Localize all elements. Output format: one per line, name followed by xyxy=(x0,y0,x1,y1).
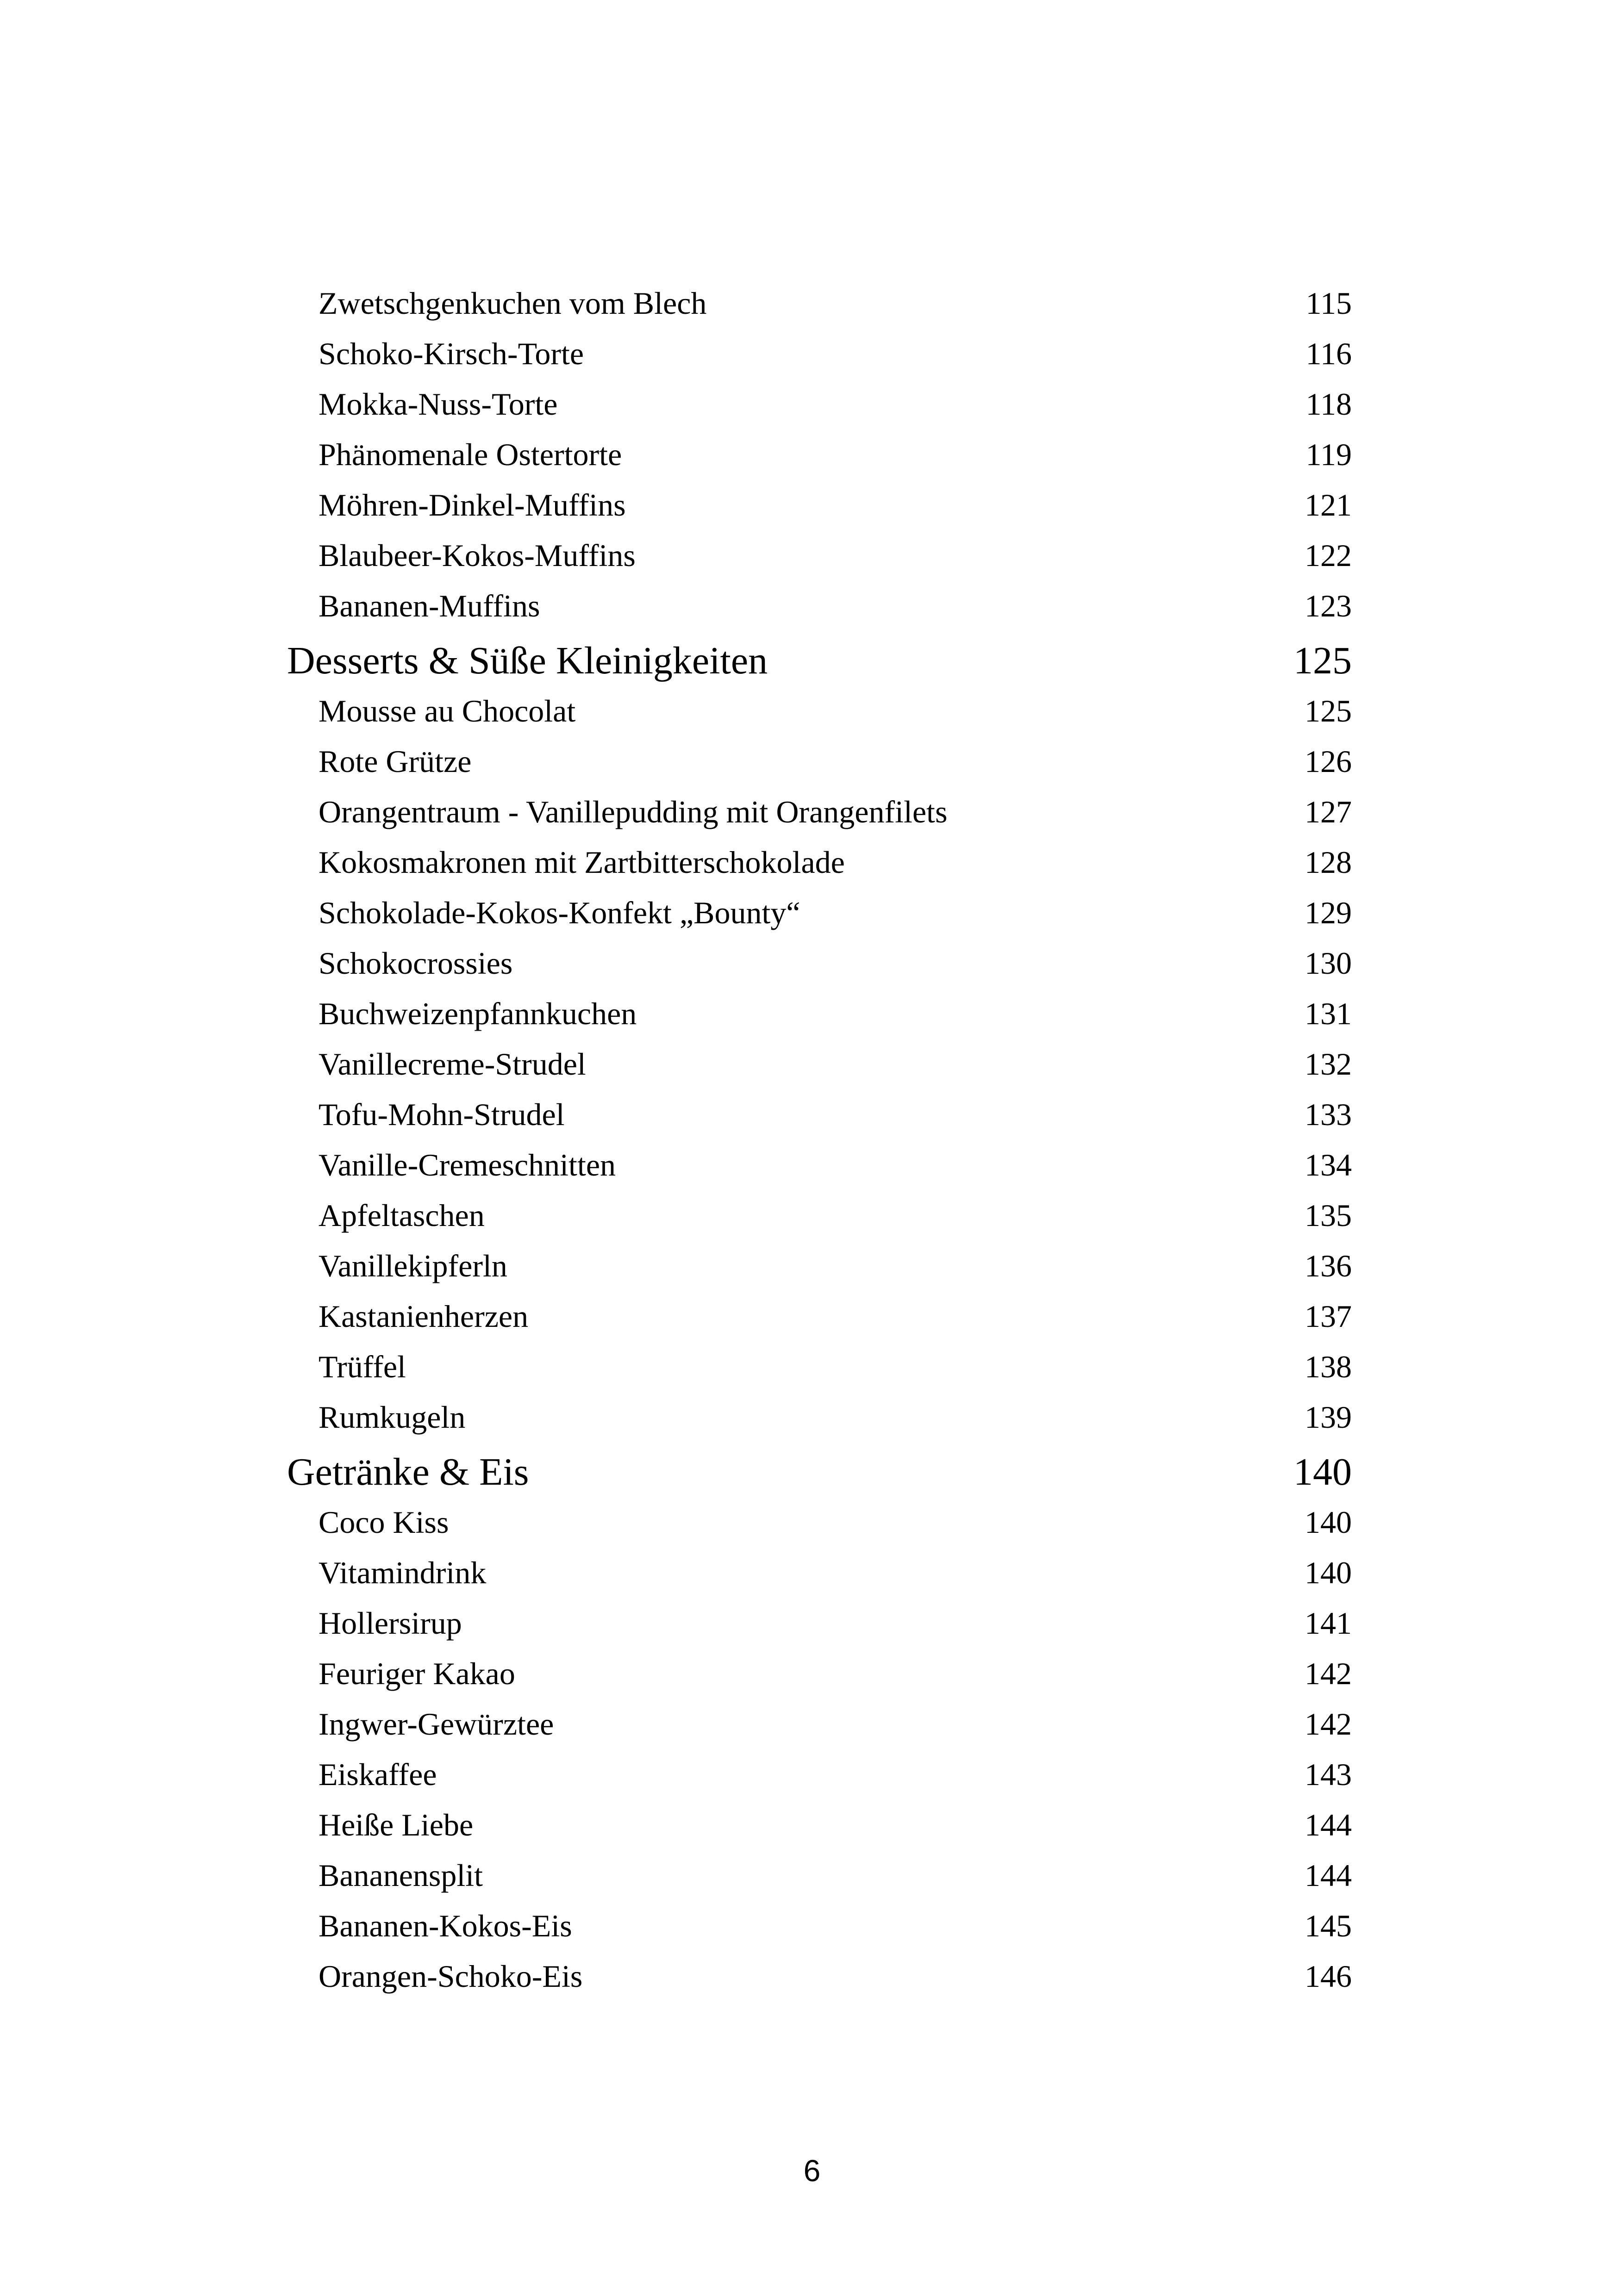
toc-section-row[interactable] xyxy=(287,635,1352,690)
toc-entry-title: Schoko-Kirsch-Torte xyxy=(319,336,584,371)
toc-page-number: 121 xyxy=(1305,487,1352,523)
toc-entry-row[interactable] xyxy=(287,333,1352,383)
toc-entry-title: Orangen-Schoko-Eis xyxy=(319,1959,583,1994)
toc-entry-title: Zwetschgenkuchen vom Blech xyxy=(319,286,707,321)
toc-page-number: 138 xyxy=(1305,1349,1352,1384)
toc-entry-title: Vanillecreme-Strudel xyxy=(319,1046,586,1082)
toc-page-number: 136 xyxy=(1305,1248,1352,1283)
toc-entry-row[interactable] xyxy=(287,1501,1352,1552)
toc-entry-title: Trüffel xyxy=(319,1349,406,1384)
toc-page-number: 137 xyxy=(1305,1299,1352,1334)
toc-entry-row[interactable] xyxy=(287,1602,1352,1653)
toc-page-number: 128 xyxy=(1305,845,1352,880)
toc-entry-row[interactable] xyxy=(287,1245,1352,1295)
toc-entry-row[interactable] xyxy=(287,1955,1352,2006)
toc-entry-row[interactable] xyxy=(287,1653,1352,1703)
toc-page-number: 116 xyxy=(1305,336,1352,371)
toc-entry-row[interactable] xyxy=(287,1295,1352,1346)
toc-page-number: 144 xyxy=(1305,1807,1352,1842)
toc-page-number: 119 xyxy=(1305,437,1352,472)
toc-page-number: 125 xyxy=(1305,693,1352,728)
toc-entry-row[interactable] xyxy=(287,1804,1352,1854)
toc-entry-title: Bananen-Muffins xyxy=(319,588,540,623)
toc-entry-title: Möhren-Dinkel-Muffins xyxy=(319,487,626,523)
page-number: 6 xyxy=(803,2153,821,2188)
toc-entry-title: Ingwer-Gewürztee xyxy=(319,1706,554,1742)
toc-page-number: 145 xyxy=(1305,1908,1352,1943)
toc-entry-title: Mokka-Nuss-Torte xyxy=(319,386,558,422)
toc-entry-row[interactable] xyxy=(287,892,1352,942)
toc-entry-title: Eiskaffee xyxy=(319,1757,437,1792)
toc-entry-row[interactable] xyxy=(287,1854,1352,1905)
toc-entry-row[interactable] xyxy=(287,1195,1352,1245)
toc-section-title: Getränke & Eis xyxy=(287,1450,529,1493)
toc-page-number: 122 xyxy=(1305,538,1352,573)
toc-page-number: 115 xyxy=(1305,286,1352,321)
toc-entry-row[interactable] xyxy=(287,690,1352,740)
toc-entry-title: Bananen-Kokos-Eis xyxy=(319,1908,572,1943)
toc-entry-row[interactable] xyxy=(287,383,1352,434)
toc-entry-row[interactable] xyxy=(287,791,1352,841)
toc-entry-row[interactable] xyxy=(287,1552,1352,1602)
toc-page-number: 140 xyxy=(1305,1505,1352,1540)
toc-entry-title: Kastanienherzen xyxy=(319,1299,529,1334)
toc-page-number: 135 xyxy=(1305,1198,1352,1233)
toc-page-number: 142 xyxy=(1305,1656,1352,1691)
toc-page-number: 130 xyxy=(1305,946,1352,981)
toc-entry-title: Hollersirup xyxy=(319,1605,462,1641)
toc-entry-row[interactable] xyxy=(287,434,1352,484)
toc-page-number: 133 xyxy=(1305,1097,1352,1132)
toc-page-number: 127 xyxy=(1305,794,1352,829)
toc-entry-title: Kokosmakronen mit Zartbitterschokolade xyxy=(319,845,845,880)
toc-entry-row[interactable] xyxy=(287,1094,1352,1144)
toc-page-number: 131 xyxy=(1305,996,1352,1031)
toc-entry-row[interactable] xyxy=(287,1703,1352,1754)
toc-page-number: 140 xyxy=(1293,1450,1352,1493)
toc-entry-title: Mousse au Chocolat xyxy=(319,693,576,728)
toc-page-number: 129 xyxy=(1305,895,1352,930)
toc-entry-row[interactable] xyxy=(287,535,1352,585)
toc-entry-row[interactable] xyxy=(287,942,1352,993)
toc-page-number: 139 xyxy=(1305,1400,1352,1435)
toc-page-number: 118 xyxy=(1305,386,1352,422)
toc-section-row[interactable] xyxy=(287,1447,1352,1501)
toc-entry-row[interactable] xyxy=(287,585,1352,635)
toc-rows xyxy=(287,282,1352,2006)
toc-page-number: 123 xyxy=(1305,588,1352,623)
toc-entry-row[interactable] xyxy=(287,1754,1352,1804)
toc-entry-title: Bananensplit xyxy=(319,1858,483,1893)
toc-page-number: 140 xyxy=(1305,1555,1352,1590)
toc-entry-row[interactable] xyxy=(287,1396,1352,1447)
toc-entry-title: Phänomenale Ostertorte xyxy=(319,437,622,472)
toc-entry-title: Apfeltaschen xyxy=(319,1198,485,1233)
toc-entry-title: Tofu-Mohn-Strudel xyxy=(319,1097,565,1132)
toc-entry-title: Heiße Liebe xyxy=(319,1807,474,1842)
toc-entry-title: Schokocrossies xyxy=(319,946,513,981)
toc-page-number: 134 xyxy=(1305,1147,1352,1182)
toc-entry-row[interactable] xyxy=(287,1043,1352,1094)
toc-entry-title: Orangentraum - Vanillepudding mit Orangenfilets xyxy=(319,794,948,829)
toc-page-number: 142 xyxy=(1305,1706,1352,1742)
toc-entry-title: Schokolade-Kokos-Konfekt „Bounty“ xyxy=(319,895,800,930)
toc-page-number: 132 xyxy=(1305,1046,1352,1082)
toc-entry-title: Vanillekipferln xyxy=(319,1248,507,1283)
toc-entry-title: Blaubeer-Kokos-Muffins xyxy=(319,538,636,573)
toc-entry-title: Rumkugeln xyxy=(319,1400,466,1435)
toc-entry-title: Coco Kiss xyxy=(319,1505,449,1540)
table-of-contents xyxy=(287,282,1352,2006)
toc-entry-row[interactable] xyxy=(287,1144,1352,1195)
toc-entry-row[interactable] xyxy=(287,993,1352,1043)
toc-entry-row[interactable] xyxy=(287,841,1352,892)
toc-page-number: 144 xyxy=(1305,1858,1352,1893)
toc-entry-title: Rote Grütze xyxy=(319,744,472,779)
toc-page-number: 146 xyxy=(1305,1959,1352,1994)
toc-entry-row[interactable] xyxy=(287,1346,1352,1396)
toc-page-number: 143 xyxy=(1305,1757,1352,1792)
toc-section-title: Desserts & Süße Kleinigkeiten xyxy=(287,639,768,682)
toc-entry-row[interactable] xyxy=(287,282,1352,333)
toc-entry-row[interactable] xyxy=(287,740,1352,791)
toc-entry-title: Vitamindrink xyxy=(319,1555,487,1590)
toc-entry-title: Vanille-Cremeschnitten xyxy=(319,1147,616,1182)
toc-page-number: 141 xyxy=(1305,1605,1352,1641)
toc-page-number: 125 xyxy=(1293,639,1352,682)
toc-entry-row[interactable] xyxy=(287,1905,1352,1955)
toc-entry-row[interactable] xyxy=(287,484,1352,535)
toc-page-number: 126 xyxy=(1305,744,1352,779)
toc-entry-title: Feuriger Kakao xyxy=(319,1656,515,1691)
toc-entry-title: Buchweizenpfannkuchen xyxy=(319,996,637,1031)
